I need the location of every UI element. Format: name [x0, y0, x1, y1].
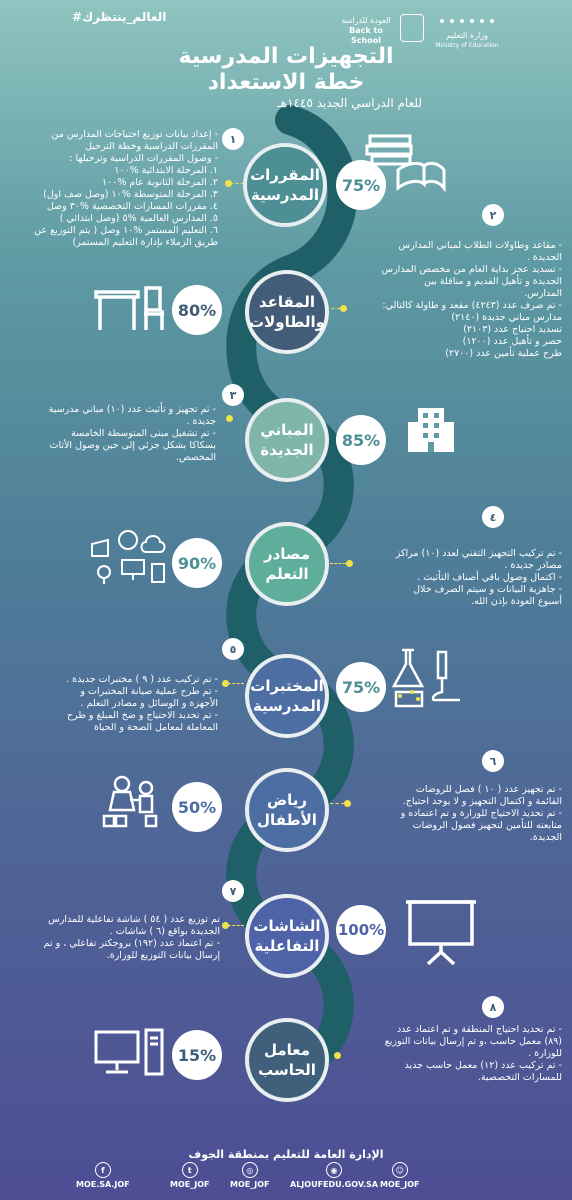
- item-number: ١: [222, 128, 244, 150]
- item-details: - تم تركيب عدد ( ٩ ) مختبرات جديدة . - تم طرح عملية صيانة المختبرات و الأجهزة و الوسائل و مصادر التعلم . - تم تحديد الاحتياج و ضخ المبلغ و طرح المعاملة لمعامل الصحة و الحياة: [66, 674, 218, 733]
- connector-line: [228, 925, 244, 926]
- desk-chair-icon: [92, 284, 168, 334]
- snapchat-icon: ☺: [392, 1162, 408, 1178]
- projector-screen-icon: [402, 896, 480, 966]
- lab-icon: [388, 642, 464, 712]
- category-circle: رياض الأطفال: [245, 768, 329, 852]
- ministry-ar: وزارة التعليم: [446, 31, 488, 40]
- percent-badge: 80%: [172, 285, 222, 335]
- connector-dot: [346, 560, 353, 567]
- percent-badge: 75%: [336, 662, 386, 712]
- category-circle: المباني الجديدة: [245, 398, 329, 482]
- category-circle: المقررات المدرسية: [243, 143, 327, 227]
- item-number: ٢: [482, 204, 504, 226]
- instagram-icon: ◎: [242, 1162, 258, 1178]
- social-instagram[interactable]: ◎ MOE_JOF: [230, 1162, 269, 1192]
- item-details: - تم تجهيز و تأثيث عدد (١٠) مباني مدرسية جديدة . - تم تشغيل مبنى المتوسطة الخامسة بسكاكا بشكل جزئي إلى حين وصول الأثاث المخصص.: [48, 404, 216, 463]
- ministry-en: Ministry of Education: [435, 42, 499, 49]
- social-snapchat[interactable]: ☺ MOE_JOF: [380, 1162, 419, 1192]
- back-to-school-logo: [334, 16, 398, 46]
- percent-badge: 100%: [336, 905, 386, 955]
- item-details: - إعداد بيانات توزيع احتياجات المدارس من المقررات الدراسية وخطة الترحيل - وصول المقررات الدراسية وترحيلها : ١. المرحلة الابتدائية %١٠٠ ٢. المرحلة الثانوية عام %١٠٠ ٣. المرحلة المتوسطة %١٠ (وصل صف اول) ٤. مقررات المسارات التخصصية %٣٠ وصل ٥. المدارس العالمية %٥ (وصل ابتدائي ) ٦. التعليم المستمر %١٠ وصل ( يتم التوزيع عن طريق الزملاء بإدارة التعليم المستمر): [34, 129, 218, 248]
- kids-icon: [100, 770, 170, 832]
- item-details: تم توزيع عدد ( ٥٤ ) شاشة تفاعلية للمدارس الجديدة بواقع (٦ ) شاشات . - تم اعتماد عدد (١٩٢) بروجكتر تفاعلي ، و تم إرسال بيانات التوزيع للوزارة.: [43, 914, 220, 961]
- percent-badge: 75%: [336, 160, 386, 210]
- item-number: ٤: [482, 506, 504, 528]
- back-to-school-ar: العودة للدراسة: [341, 16, 391, 25]
- website-icon: ◉: [326, 1162, 342, 1178]
- learning-resources-icon: [88, 526, 168, 592]
- item-details: - مقاعد وطاولات الطلاب لمباني المدارس الجديدة . - تسديد عجز بداية العام من مخصص المدارس الجديدة و تأهيل القديم و مناقلة بين المدارس. - تم صرف عدد (٤٢٤٣) مقعد و طاولة كالتالي: مدارس مباني جديدة (٢١٤٠) تسديد احتياج عدد (٢١٠٣) حصر و تأهيل عدد (١٢٠٠) طرح عملية تأمين عدد (٢٧٠٠): [381, 240, 562, 359]
- social-facebook[interactable]: f MOE.SA.JOF: [76, 1162, 130, 1192]
- ministry-emblem-icon: [432, 15, 502, 27]
- facebook-icon: f: [95, 1162, 111, 1178]
- title-line1: التجهيزات المدرسية: [178, 44, 394, 69]
- item-number: ٨: [482, 996, 504, 1018]
- footer-title: الإدارة العامة للتعليم بمنطقة الجوف: [188, 1148, 384, 1161]
- item-number: ٧: [222, 880, 244, 902]
- subtitle: للعام الدراسي الجديد ١٤٤٥هـ: [277, 96, 422, 110]
- connector-line: [330, 803, 344, 804]
- connector-line: [330, 563, 346, 564]
- connector-line: [230, 183, 244, 184]
- back-to-school-en: Back to School: [349, 26, 383, 45]
- connector-line: [228, 683, 244, 684]
- category-circle: مصادر التعلم: [245, 522, 329, 606]
- percent-badge: 15%: [172, 1030, 222, 1080]
- connector-dot: [226, 415, 233, 422]
- percent-badge: 90%: [172, 538, 222, 588]
- connector-dot: [334, 1052, 341, 1059]
- item-details: - تم تحديد احتياج المنطقة و تم اعتماد عدد (٨٩) معمل حاسب ،و تم إرسال بيانات التوزيع للوزارة . - تم تركيب عدد (١٢) معمل حاسب جديد للمسارات التخصصية.: [384, 1024, 562, 1083]
- connector-dot: [340, 305, 347, 312]
- percent-badge: 50%: [172, 782, 222, 832]
- percent-badge: 85%: [336, 415, 386, 465]
- hashtag: #العالم_ينتظرك: [72, 10, 167, 24]
- social-twitter[interactable]: t MOE_JOF: [170, 1162, 209, 1192]
- category-circle: معامل الحاسب: [245, 1018, 329, 1102]
- item-number: ٣: [222, 384, 244, 406]
- title-line2: خطة الاستعداد: [207, 70, 365, 95]
- category-circle: المختبرات المدرسية: [245, 654, 329, 738]
- connector-dot: [344, 800, 351, 807]
- backpack-icon: [400, 14, 424, 42]
- building-icon: [404, 404, 458, 454]
- twitter-icon: t: [182, 1162, 198, 1178]
- books-icon: [364, 130, 446, 198]
- item-details: - تم تركيب التجهيز التقني لعدد (١٠) مراكز مصادر جديدة . - اكتمال وصول باقي أصناف التأثيث . - جاهزية البيانات و سيتم الصرف خلال أسبوع العودة بإذن الله.: [395, 548, 562, 607]
- social-website[interactable]: ◉ ALJOUFEDU.GOV.SA: [290, 1162, 378, 1192]
- item-details: - تم تجهيز عدد ( ١٠ ) فصل للروضات القائمة و اكتمال التجهيز و لا يوجد احتياج. - تم تحديد الاحتياج للوزارة و تم اعتماده و متابعته للتأمين لتجهيز فصول الروضات الجديدة.: [400, 784, 562, 843]
- item-number: ٦: [482, 750, 504, 772]
- category-circle: الشاشات التفاعلية: [245, 894, 329, 978]
- computer-icon: [92, 1024, 168, 1082]
- item-number: ٥: [222, 638, 244, 660]
- category-circle: المقاعد والطاولات: [245, 270, 329, 354]
